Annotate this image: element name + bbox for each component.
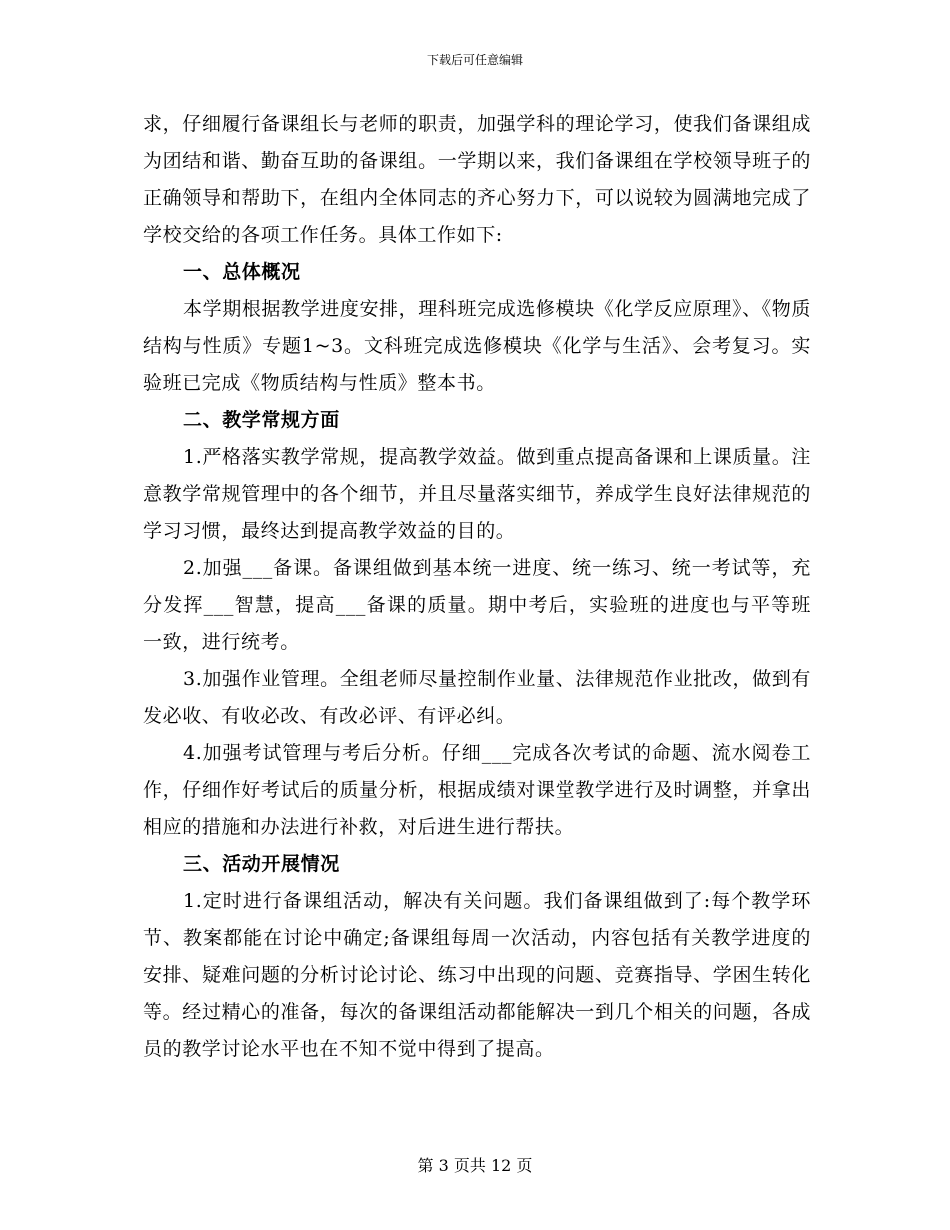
paragraph-overview: 本学期根据教学进度安排，理科班完成选修模块《化学反应原理》、《物质结构与性质》专题1~3。文科班完成选修模块《化学与生活》、会考复习。实验班已完成《物质结构与性质》整本书。 bbox=[143, 298, 811, 394]
paragraph-routine-2: 2.加强___备课。备课组做到基本统一进度、统一练习、统一考试等，充分发挥___智慧，提高___备课的质量。期中考后，实验班的进度也与平等班一致，进行统考。 bbox=[143, 557, 811, 653]
section-heading-activities: 三、活动开展情况 bbox=[183, 853, 340, 875]
paragraph-routine-1: 1.严格落实教学常规，提高教学效益。做到重点提高备课和上课质量。注意教学常规管理中的各个细节，并且尽量落实细节，养成学生良好法律规范的学习习惯，最终达到提高教学效益的目的。 bbox=[143, 446, 811, 542]
paragraph-activities-1: 1.定时进行备课组活动，解决有关问题。我们备课组做到了:每个教学环节、教案都能在讨论中确定;备课组每周一次活动，内容包括有关教学进度的安排、疑难问题的分析讨论讨论、练习中出现的问题、竞赛指导、学困生转化等。经过精心的准备，每次的备课组活动都能解决一到几个相关的问题，各成员的教学讨论水平也在不知不觉中得到了提高。 bbox=[143, 890, 811, 1060]
section-heading-overview: 一、总体概况 bbox=[183, 261, 301, 283]
paragraph-routine-4: 4.加强考试管理与考后分析。仔细___完成各次考试的命题、流水阅卷工作，仔细作好考试后的质量分析，根据成绩对课堂教学进行及时调整，并拿出相应的措施和办法进行补救，对后进生进行帮扶。 bbox=[143, 742, 811, 838]
document-body bbox=[143, 106, 811, 1068]
page-footer: 第 3 页共 12 页 bbox=[417, 1156, 533, 1175]
page-header: 下载后可任意编辑 bbox=[426, 53, 523, 67]
intro-paragraph: 求，仔细履行备课组长与老师的职责，加强学科的理论学习，使我们备课组成为团结和谐、勤奋互助的备课组。一学期以来，我们备课组在学校领导班子的正确领导和帮助下，在组内全体同志的齐心努力下，可以说较为圆满地完成了学校交给的各项工作任务。具体工作如下: bbox=[143, 113, 811, 246]
paragraph-routine-3: 3.加强作业管理。全组老师尽量控制作业量、法律规范作业批改，做到有发必收、有收必改、有改必评、有评必纠。 bbox=[143, 668, 811, 727]
section-heading-teaching-routine: 二、教学常规方面 bbox=[183, 409, 340, 431]
